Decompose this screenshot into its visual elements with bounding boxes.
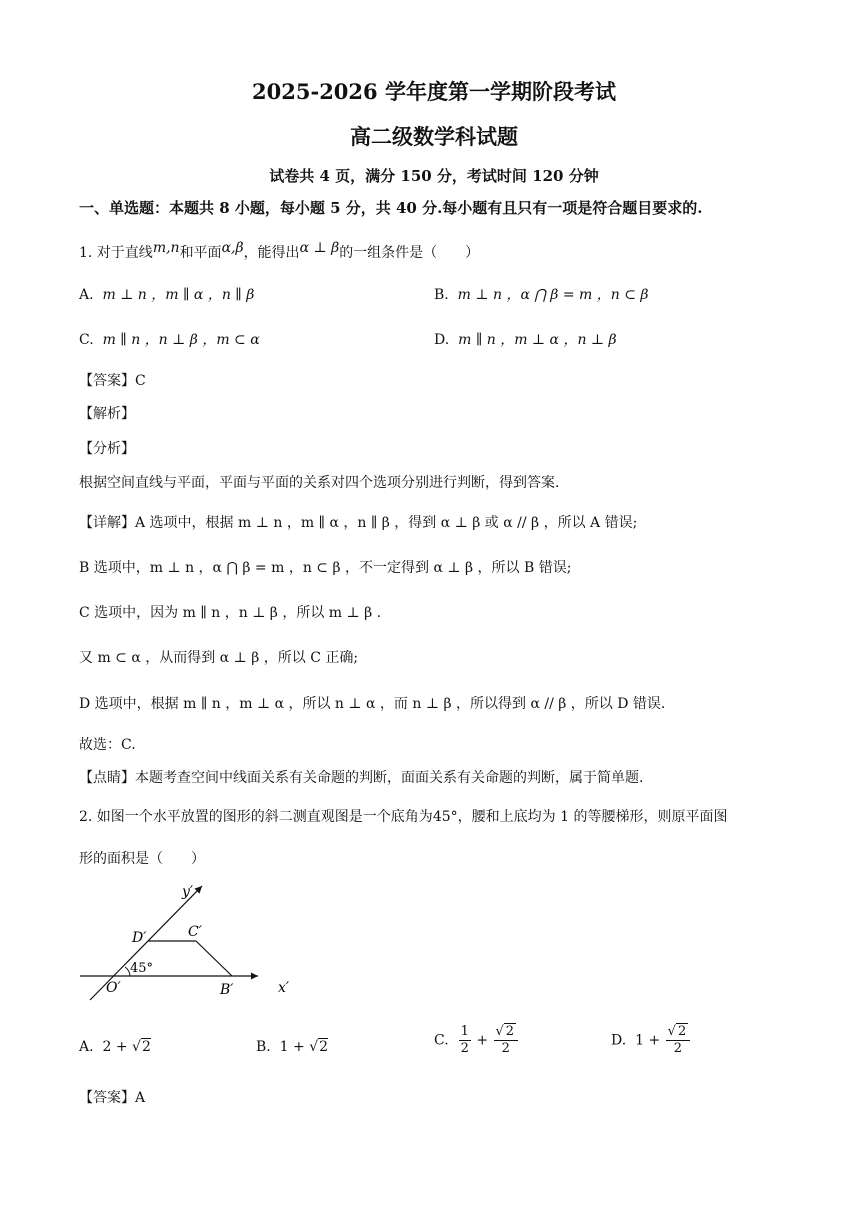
q1-stem-part-g: 的一组条件是（ ） (339, 245, 480, 261)
q2-option-c (434, 1024, 519, 1057)
option-label: D. (434, 332, 450, 348)
option-text: 1 + (279, 1039, 310, 1055)
option-root: 2 (141, 1039, 151, 1055)
section-heading: 一、单选题：本题共 8 小题，每小题 5 分，共 40 分.每小题有且只有一项是符合题目要求的. (79, 199, 703, 217)
q2-stem-line1 (79, 808, 727, 826)
x-axis-label: x′ (278, 980, 290, 996)
option-label: B. (256, 1039, 271, 1055)
fraction-half (459, 1024, 471, 1057)
frac-root: 2 (505, 1024, 515, 1039)
plus-sign: + (476, 1032, 489, 1049)
option-text: m ∥ n ，n ⊥ β ，m ⊂ α (102, 332, 260, 348)
fraction-root (494, 1024, 519, 1057)
q1-option-c (79, 330, 260, 350)
q2-stem-angle: 45° (432, 809, 458, 825)
label-b: B′ (220, 982, 234, 998)
q1-stem-part-e: ，能得出 (243, 245, 300, 261)
option-text: 2 + (102, 1039, 133, 1055)
frac-den: 2 (673, 1041, 683, 1056)
q2-option-b: B. 1 + √2 (256, 1039, 329, 1055)
option-label: C. (79, 332, 94, 348)
y-axis-label: y′ (182, 884, 194, 900)
q1-comment: 【点睛】本题考查空间中线面关系有关命题的判断，面面关系有关命题的判断，属于简单题. (79, 770, 644, 786)
q1-stem-perp: α ⊥ β (299, 240, 340, 256)
q1-detail-b: B 选项中，m ⊥ n ，α ⋂ β = m ，n ⊂ β ，不一定得到 α ⊥ β ，所以 B 错误; (79, 560, 572, 576)
q1-detail-a: 【详解】A 选项中，根据 m ⊥ n ，m ∥ α ，n ∥ β ，得到 α ⊥ β 或 α // β ，所以 A 错误; (79, 515, 638, 531)
frac-num: √ 2 (494, 1024, 519, 1041)
q1-detail-d: D 选项中，根据 m ∥ n ，m ⊥ α ，所以 n ⊥ α ，而 n ⊥ β ，所以得到 α // β ，所以 D 错误. (79, 696, 666, 712)
option-root: 2 (319, 1039, 329, 1055)
q1-stem-planes: α,β (221, 240, 244, 256)
option-label: B. (434, 287, 449, 303)
q2-stem-line2: 形的面积是（ ） (79, 851, 205, 867)
q2-answer: 【答案】A (79, 1090, 146, 1106)
option-text: m ⊥ n ，α ⋂ β = m ，n ⊂ β (457, 287, 649, 303)
q1-jiexi: 【解析】 (79, 406, 135, 422)
frac-num: √ 2 (666, 1024, 691, 1041)
q2-stem-part-c: ，腰和上底均为 1 的等腰梯形，则原平面图 (457, 809, 728, 825)
q1-detail-c2: 又 m ⊂ α ，从而得到 α ⊥ β ，所以 C 正确; (79, 650, 359, 666)
exam-subtitle: 高二级数学科试题 (350, 124, 518, 149)
q1-option-d (434, 330, 617, 350)
q2-option-a: A. 2 + √2 (79, 1039, 151, 1055)
q2-oblique-figure (70, 876, 290, 1006)
frac-root: 2 (677, 1024, 687, 1039)
q1-detail-c: C 选项中，因为 m ∥ n ，n ⊥ β ，所以 m ⊥ β . (79, 605, 382, 621)
label-o: O′ (106, 980, 121, 996)
label-c: C′ (188, 924, 202, 940)
q1-stem-lines: m,n (152, 240, 180, 256)
option-text: m ⊥ n ，m ∥ α ，n ∥ β (102, 287, 255, 303)
q1-analysis: 根据空间直线与平面，平面与平面的关系对四个选项分别进行判断，得到答案. (79, 475, 560, 491)
angle-label: 45° (130, 961, 154, 976)
q2-stem-part-a: 2. 如图一个水平放置的图形的斜二测直观图是一个底角为 (79, 809, 433, 825)
frac-den: 2 (501, 1041, 510, 1056)
q1-option-b (434, 285, 649, 305)
exam-title: 2025-2026 学年度第一学期阶段考试 (252, 79, 616, 104)
q2-option-d (611, 1024, 691, 1057)
option-label: D. (611, 1032, 627, 1049)
label-d: D′ (132, 930, 147, 946)
fraction-root (666, 1024, 691, 1057)
exam-info: 试卷共 4 页，满分 150 分，考试时间 120 分钟 (269, 167, 599, 185)
q1-choose: 故选：C. (79, 737, 136, 753)
leg-bc (196, 941, 232, 976)
frac-den: 2 (460, 1041, 469, 1056)
option-label: A. (79, 1039, 94, 1055)
q1-stem-part-a: 1. 对于直线 (79, 245, 153, 261)
q1-stem (79, 240, 480, 262)
frac-num: 1 (460, 1024, 469, 1039)
q1-answer: 【答案】C (79, 373, 146, 389)
q1-fenxi: 【分析】 (79, 441, 135, 457)
q1-option-a (79, 285, 254, 305)
q1-stem-part-c: 和平面 (179, 245, 222, 261)
option-text: m ∥ n ，m ⊥ α ，n ⊥ β (458, 332, 617, 348)
option-text: 1 + (635, 1032, 665, 1049)
option-label: A. (79, 287, 94, 303)
option-label: C. (434, 1032, 449, 1049)
